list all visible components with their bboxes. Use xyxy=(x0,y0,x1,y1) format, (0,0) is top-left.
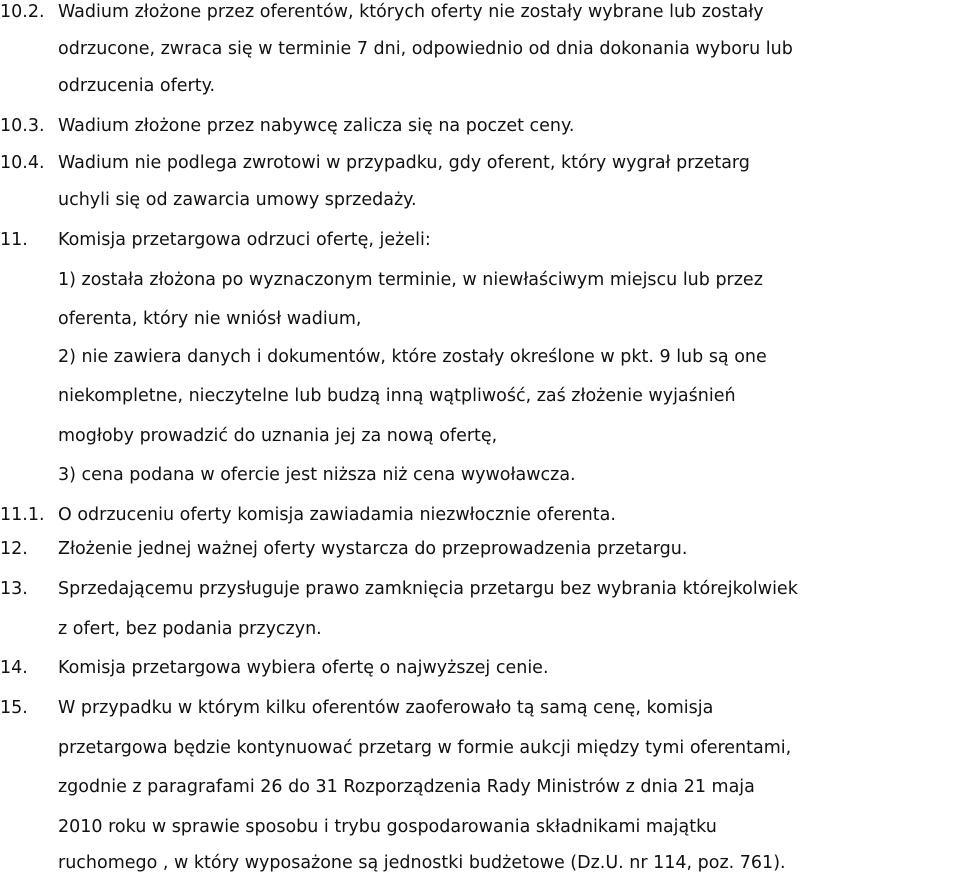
paragraph-text: oferenta, który nie wniósł wadium, xyxy=(58,309,362,329)
paragraph-text: Wadium złożone przez oferentów, których oferty nie zostały wybrane lub zostały xyxy=(58,2,764,22)
paragraph-text: Złożenie jednej ważnej oferty wystarcza do przeprowadzenia przetargu. xyxy=(58,539,688,559)
paragraph-number: 15. xyxy=(0,698,28,718)
paragraph-text: przetargowa będzie kontynuować przetarg w formie aukcji między tymi oferentami, xyxy=(58,738,792,758)
paragraph-text: niekompletne, nieczytelne lub budzą inną wątpliwość, zaś złożenie wyjaśnień xyxy=(58,386,736,406)
paragraph-number: 10.2. xyxy=(0,2,45,22)
paragraph-text: ruchomego , w który wyposażone są jednostki budżetowe (Dz.U. nr 114, poz. 761). xyxy=(58,853,786,873)
paragraph-text: odrzucenia oferty. xyxy=(58,76,216,96)
paragraph-number: 13. xyxy=(0,579,28,599)
paragraph-text: z ofert, bez podania przyczyn. xyxy=(58,619,322,639)
paragraph-text: Wadium złożone przez nabywcę zalicza się na poczet ceny. xyxy=(58,116,575,136)
paragraph-number: 11.1. xyxy=(0,505,45,525)
paragraph-text: 1) została złożona po wyznaczonym terminie, w niewłaściwym miejscu lub przez xyxy=(58,270,763,290)
paragraph-text: O odrzuceniu oferty komisja zawiadamia niezwłocznie oferenta. xyxy=(58,505,616,525)
paragraph-text: odrzucone, zwraca się w terminie 7 dni, odpowiednio od dnia dokonania wyboru lub xyxy=(58,39,793,59)
paragraph-number: 12. xyxy=(0,539,28,559)
paragraph-text: mogłoby prowadzić do uznania jej za nową ofertę, xyxy=(58,426,498,446)
paragraph-number: 11. xyxy=(0,230,28,250)
paragraph-text: Sprzedającemu przysługuje prawo zamknięcia przetargu bez wybrania którejkolwiek xyxy=(58,579,798,599)
paragraph-text: Wadium nie podlega zwrotowi w przypadku, gdy oferent, który wygrał przetarg xyxy=(58,153,750,173)
paragraph-text: 3) cena podana w ofercie jest niższa niż cena wywoławcza. xyxy=(58,465,576,485)
paragraph-text: 2) nie zawiera danych i dokumentów, które zostały określone w pkt. 9 lub są one xyxy=(58,347,767,367)
paragraph-number: 10.3. xyxy=(0,116,45,136)
paragraph-text: uchyli się od zawarcia umowy sprzedaży. xyxy=(58,190,417,210)
paragraph-text: 2010 roku w sprawie sposobu i trybu gospodarowania składnikami majątku xyxy=(58,817,717,837)
paragraph-number: 14. xyxy=(0,658,28,678)
paragraph-number: 10.4. xyxy=(0,153,45,173)
paragraph-text: W przypadku w którym kilku oferentów zaoferowało tą samą cenę, komisja xyxy=(58,698,714,718)
paragraph-text: Komisja przetargowa wybiera ofertę o najwyższej cenie. xyxy=(58,658,549,678)
paragraph-text: zgodnie z paragrafami 26 do 31 Rozporządzenia Rady Ministrów z dnia 21 maja xyxy=(58,777,755,797)
paragraph-text: Komisja przetargowa odrzuci ofertę, jeżeli: xyxy=(58,230,431,250)
